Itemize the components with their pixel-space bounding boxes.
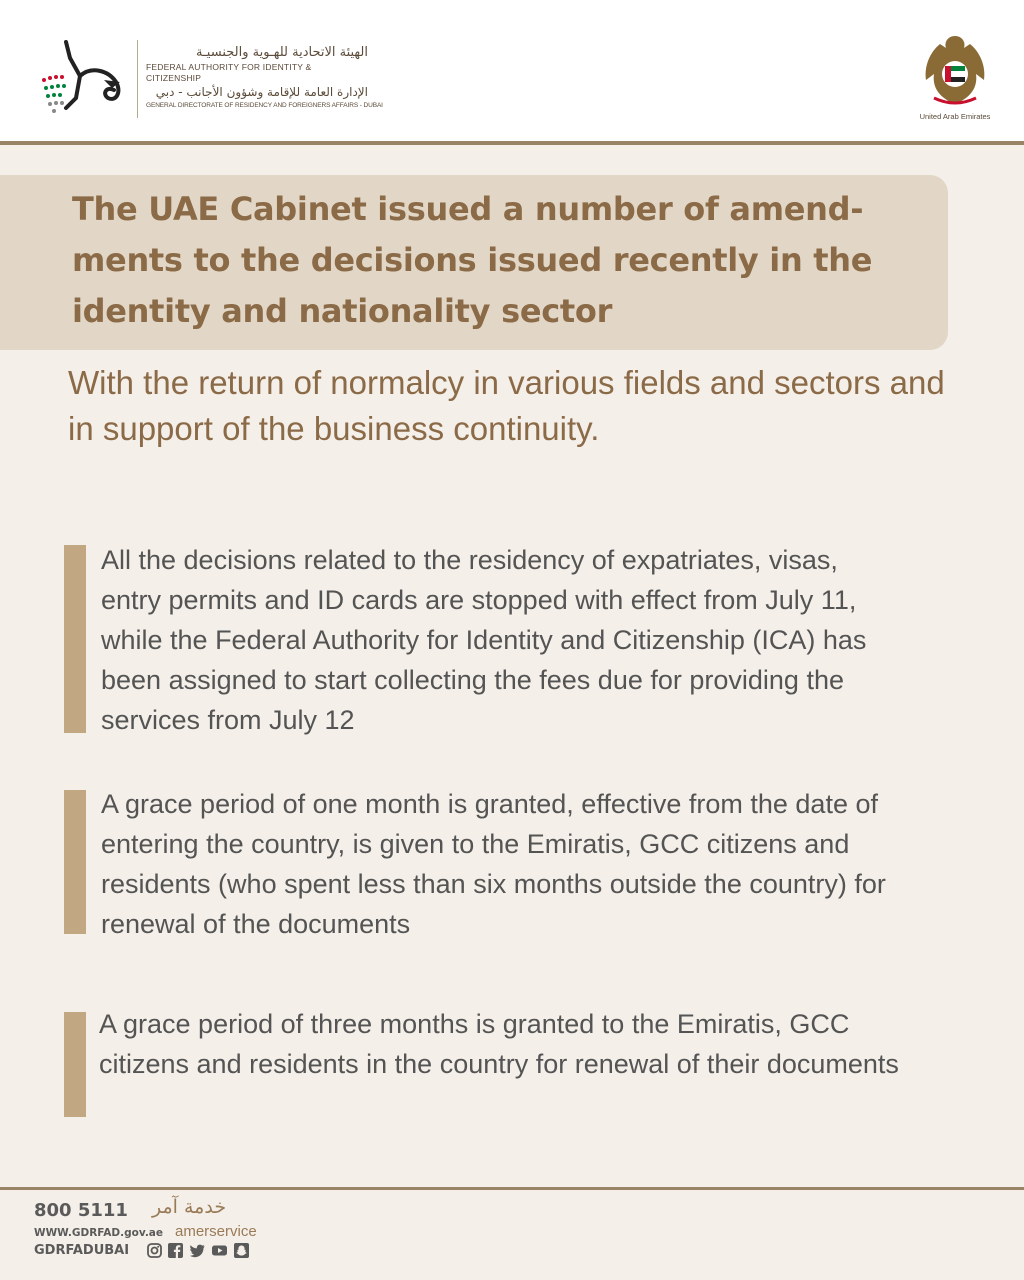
directorate-name-english: GENERAL DIRECTORATE OF RESIDENCY AND FOREIGNERS AFFAIRS - DUBAI: [146, 102, 383, 109]
point-accent-bar: [64, 790, 86, 934]
facebook-icon[interactable]: [168, 1243, 183, 1258]
twitter-icon[interactable]: [190, 1243, 205, 1258]
headline: The UAE Cabinet issued a number of amend- ments to the decisions issued recently in the identity and nationality sector: [72, 190, 873, 330]
authority-name-block: [146, 44, 383, 110]
youtube-icon[interactable]: [212, 1243, 227, 1258]
point-accent-bar: [64, 1012, 86, 1117]
point-accent-bar: [64, 545, 86, 733]
social-handle: GDRFADUBAI: [34, 1243, 130, 1258]
directorate-name-arabic: الإدارة العامة للإقامة وشؤون الأجانب - دبي: [155, 85, 368, 99]
snapchat-icon[interactable]: [234, 1243, 249, 1258]
authority-name-arabic: الهيئة الاتحادية للهـوية والجنسيـة: [196, 45, 368, 60]
point-text: A grace period of three months is granted to the Emiratis, GCC citizens and residents in the country for renewal of their documents: [99, 1009, 899, 1079]
website-link[interactable]: WWW.GDRFAD.gov.ae: [34, 1227, 164, 1239]
uae-emblem-icon: [918, 30, 992, 110]
service-name-arabic: خدمة آمر: [152, 1196, 227, 1218]
service-name-english: amerservice: [175, 1223, 257, 1240]
header-divider: [0, 141, 1024, 145]
emblem-caption: United Arab Emirates: [919, 112, 991, 121]
falcon-logo-icon: [36, 36, 132, 118]
header: [0, 0, 1024, 141]
intro-text: With the return of normalcy in various fields and sectors and in support of the business continuity.: [68, 364, 945, 447]
point-text: All the decisions related to the residency of expatriates, visas, entry permits and ID cards are stopped with effect from July 11, while the Federal Authority for Identity and Citizenship (ICA) has been assigned to start collecting the fees due for providing the services from July 12: [101, 545, 867, 735]
logo-divider: [137, 40, 138, 118]
phone-number[interactable]: 800 5111: [34, 1200, 128, 1221]
footer-divider: [0, 1187, 1024, 1190]
authority-name-english: FEDERAL AUTHORITY FOR IDENTITY & CITIZENSHIP: [146, 62, 312, 83]
instagram-icon[interactable]: [147, 1243, 162, 1258]
point-text: A grace period of one month is granted, effective from the date of entering the country, is given to the Emiratis, GCC citizens and residents (who spent less than six months outside the country) for renewal of the documents: [101, 789, 886, 939]
